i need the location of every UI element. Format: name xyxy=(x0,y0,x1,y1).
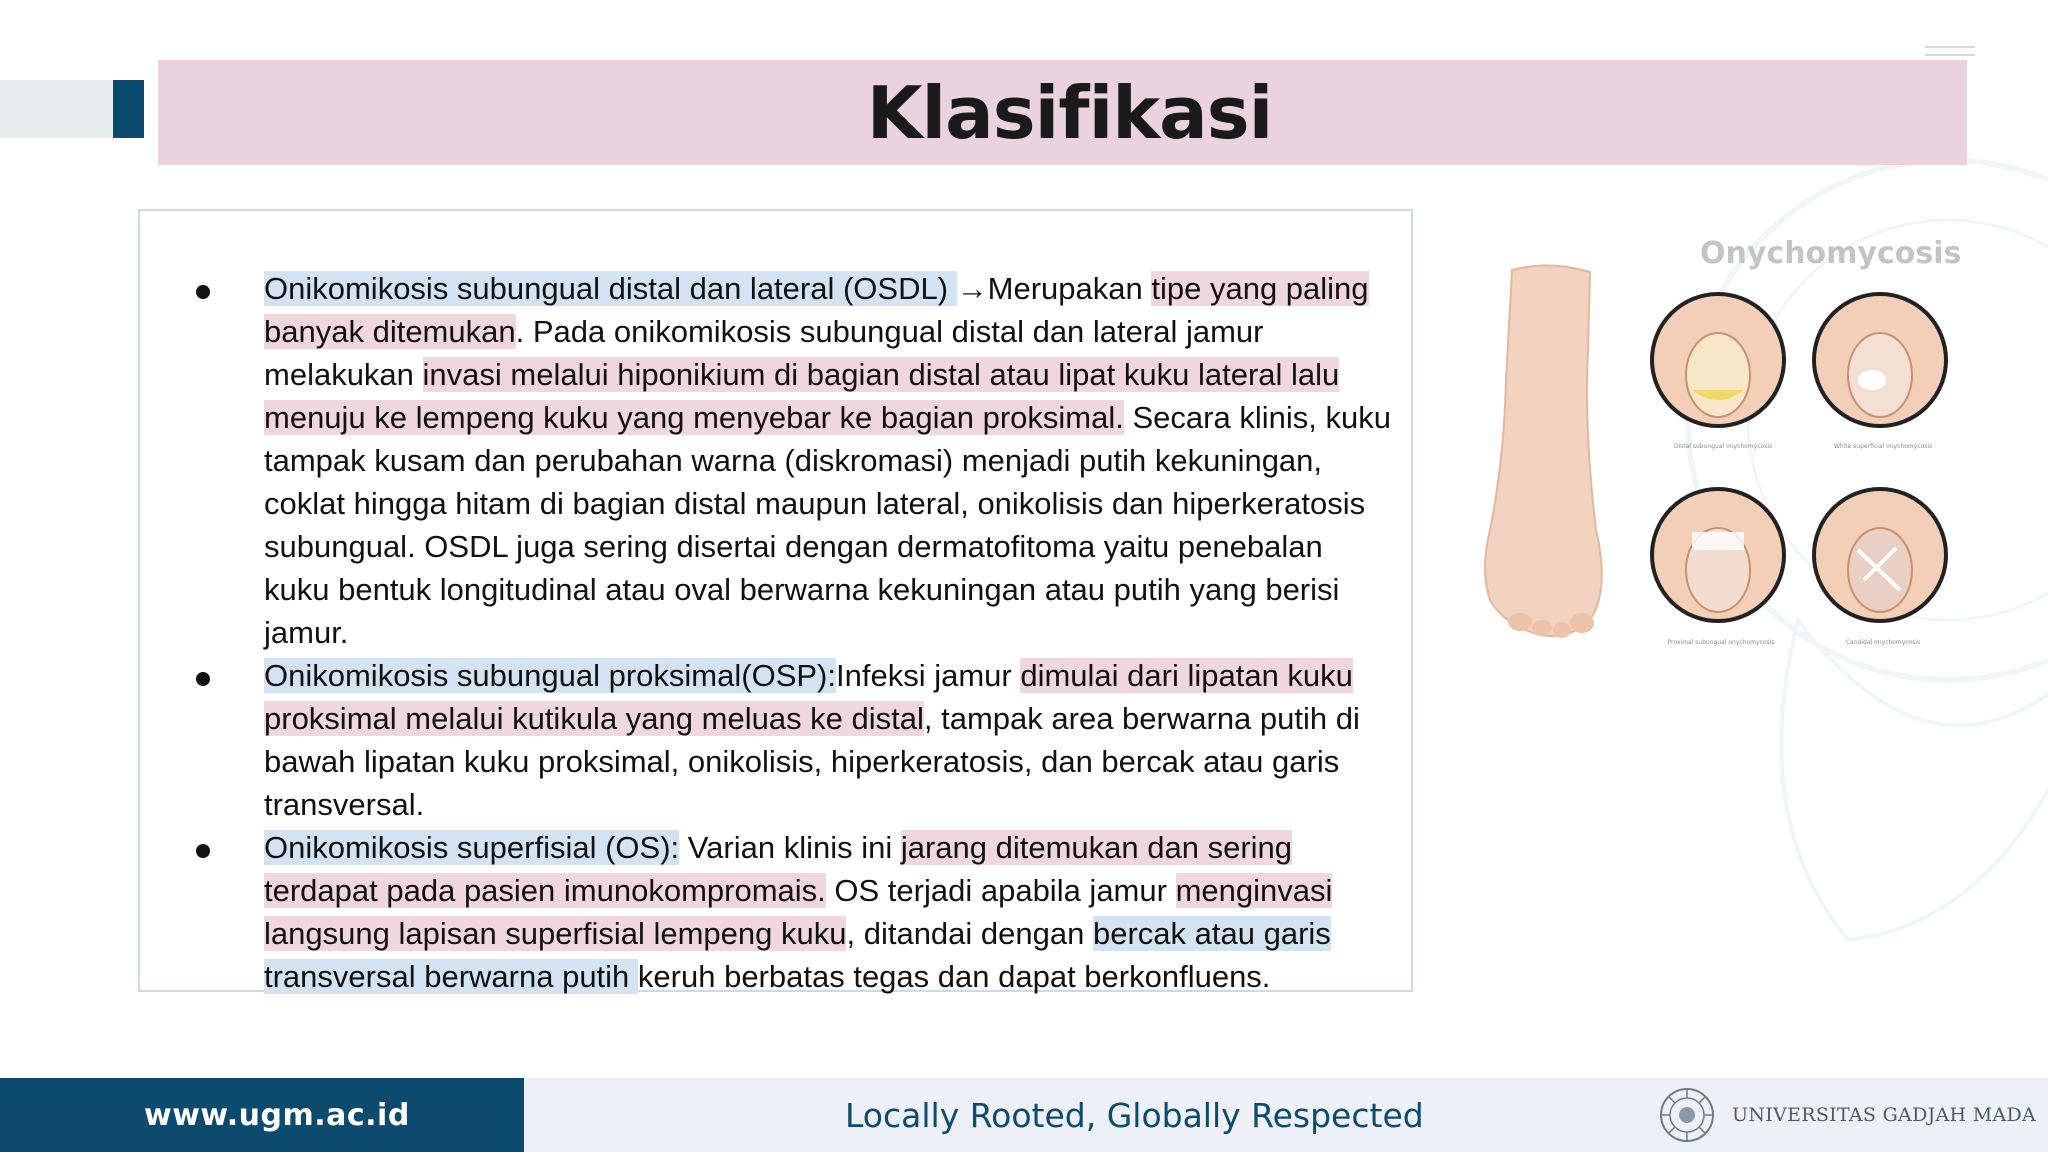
footer-tagline: Locally Rooted, Globally Respected xyxy=(845,1096,1424,1135)
illustration-title: Onychomycosis xyxy=(1700,236,1962,271)
highlight-pink-text: menginvasi langsung lapisan superfisial lempeng kuku xyxy=(264,873,1333,951)
footer-url-link[interactable]: www.ugm.ac.id xyxy=(144,1097,410,1133)
paragraph-osdl xyxy=(264,267,1391,654)
accent-bar-navy xyxy=(113,80,144,138)
highlight-blue-text: Onikomikosis superfisial (OS): xyxy=(264,830,680,865)
university-name: UNIVERSITAS GADJAH MADA xyxy=(1732,1104,2037,1126)
body-text: . Pada onikomikosis subungual distal dan lateral jamur melakukan xyxy=(264,314,1264,392)
bullet-icon xyxy=(196,285,210,299)
body-text: OS terjadi apabila jamur xyxy=(825,873,1176,908)
body-text: keruh berbatas tegas dan dapat berkonfluens. xyxy=(637,959,1271,994)
highlight-blue-text: Onikomikosis subungual proksimal(OSP): xyxy=(264,658,836,693)
classification-list xyxy=(140,267,1411,998)
caption-proximal: Proximal subungual onychomycosis xyxy=(1667,639,1775,646)
highlight-pink-text: jarang ditemukan dan sering terdapat pada pasien imunokompromais. xyxy=(264,830,1293,908)
body-text: Varian klinis ini xyxy=(679,830,901,865)
caption-white-superficial: White superficial onychomycosis xyxy=(1833,443,1933,450)
caption-distal: Distal subungual onychomycosis xyxy=(1673,443,1773,450)
list-item-os xyxy=(140,826,1411,998)
highlight-pink-text: invasi melalui hiponikium di bagian distal atau lipat kuku lateral lalu menuju ke lempeng kuku yang menyebar ke bagian proksimal. xyxy=(264,357,1340,435)
body-text: →Merupakan xyxy=(956,271,1152,306)
nail-distal-icon xyxy=(1652,294,1784,426)
bullet-icon xyxy=(196,672,210,686)
ugm-logo-icon xyxy=(1658,1086,1716,1144)
nail-white-superficial-icon xyxy=(1814,294,1946,426)
bullet-icon xyxy=(196,844,210,858)
footer xyxy=(0,1078,2048,1152)
list-item-osp xyxy=(140,654,1411,826)
body-text: Secara klinis, kuku tampak kusam dan perubahan warna (diskromasi) menjadi putih kekuningan, coklat hingga hitam di bagian distal maupun lateral, onikolisis dan hiperkeratosis subungual. OSDL juga sering disertai dengan dermatofitoma yaitu penebalan kuku bentuk longitudinal atau oval berwarna kekuningan atau putih yang berisi jamur. xyxy=(264,400,1391,650)
body-text: , tampak area berwarna putih di bawah lipatan kuku proksimal, onikolisis, hiperkeratosis, dan bercak atau garis transversal. xyxy=(264,701,1360,822)
title-banner xyxy=(158,60,1967,165)
highlight-blue-text: bercak atau garis transversal berwarna putih xyxy=(264,916,1331,994)
highlight-pink-text: tipe yang paling banyak ditemukan xyxy=(264,271,1369,349)
foot-icon xyxy=(1485,265,1602,636)
nail-proximal-icon xyxy=(1652,489,1784,621)
content-box xyxy=(138,209,1413,992)
highlight-blue-text: Onikomikosis subungual distal dan lateral (OSDL) xyxy=(264,271,957,306)
footer-url-panel xyxy=(0,1078,524,1152)
caption-candidal: Candidal onychomycosis xyxy=(1845,639,1921,646)
paragraph-os xyxy=(264,826,1391,998)
body-text: Infeksi jamur xyxy=(836,658,1021,693)
highlight-pink-text: dimulai dari lipatan kuku proksimal melalui kutikula yang meluas ke distal xyxy=(264,658,1353,736)
nail-candidal-icon xyxy=(1814,489,1946,621)
body-text: , ditandai dengan xyxy=(846,916,1093,951)
slide-title: Klasifikasi xyxy=(866,70,1273,155)
accent-bar-grey xyxy=(0,80,113,138)
list-item-osdl xyxy=(140,267,1411,654)
paragraph-osp xyxy=(264,654,1391,826)
